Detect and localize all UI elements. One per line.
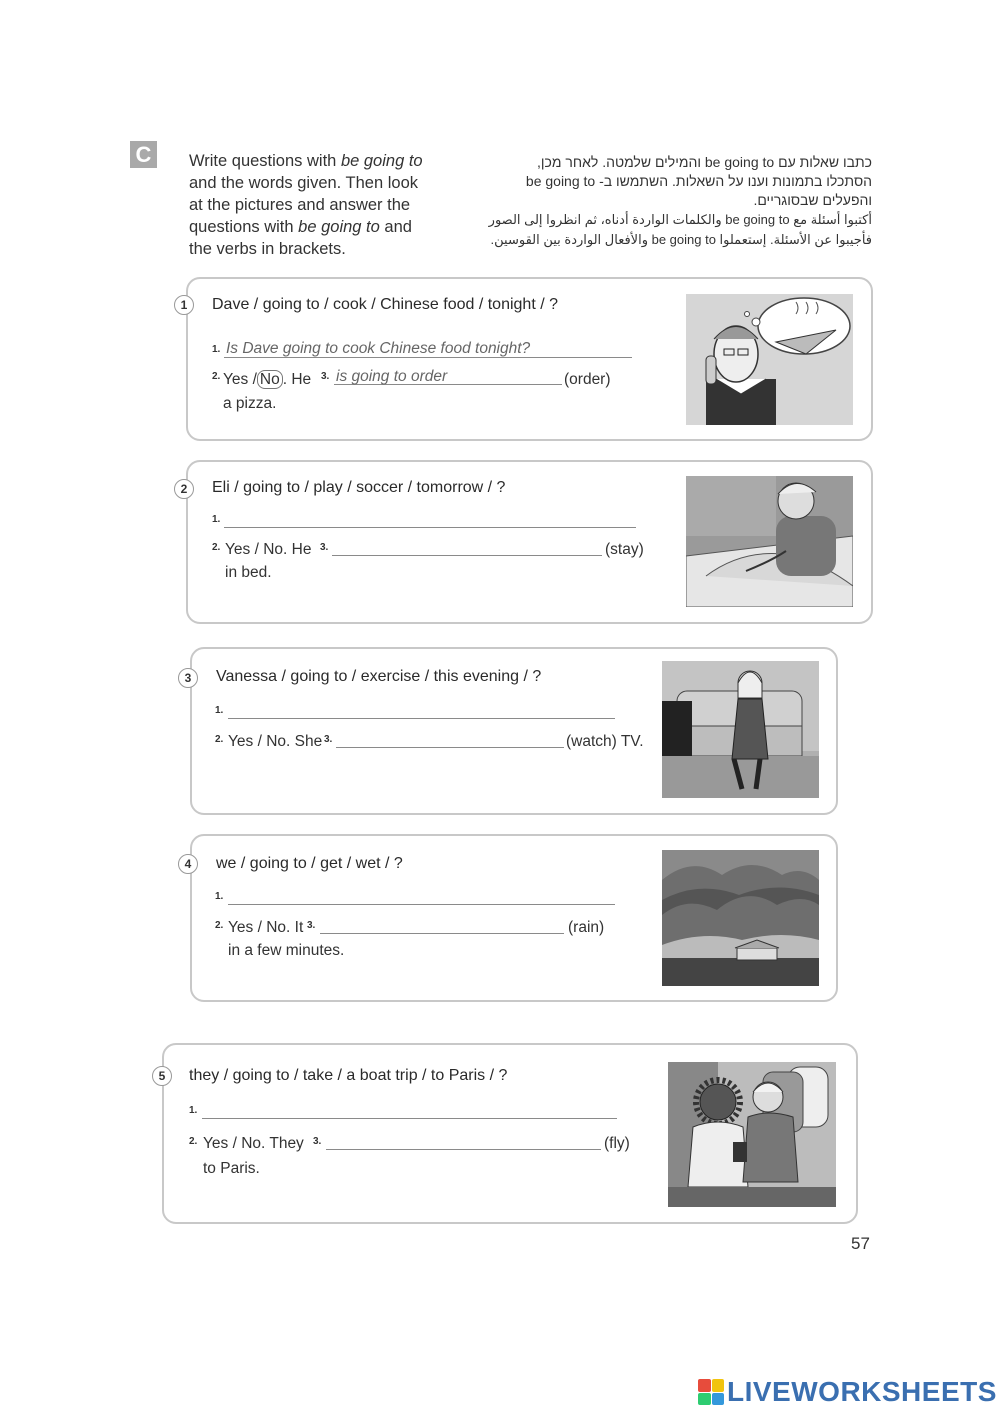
answer-line[interactable] [326,1149,601,1150]
answer-line[interactable] [336,747,564,748]
liveworksheets-logo: LIVEWORKSHEETS [698,1376,997,1408]
answer-label: 1. [215,705,224,716]
answer-label: 3. [313,1136,322,1147]
item-number: 2 [174,479,194,499]
picture-boy-in-bed [686,476,853,607]
section-letter: C [130,141,157,168]
item-number: 3 [178,668,198,688]
picture-storm-clouds [662,850,819,986]
answer-text: Is Dave going to cook Chinese food tonight? [226,340,531,357]
answer-label: 1. [212,344,221,355]
sentence-continuation: to Paris. [203,1160,260,1177]
instructions-hebrew: כתבו שאלות עם be going to והמילים שלמטה. לאחר מכן, הסתכלו בתמונות וענו על השאלות. השתמשו ב- be going to והפעלים שבסוגריים. [525,154,872,208]
picture-man-thinking-pizza [686,294,853,425]
answer-label: 1. [215,891,224,902]
answer-label: 3. [321,371,330,382]
sentence-continuation: in bed. [225,564,272,581]
answer-label: 3. [307,920,316,931]
answer-label: 2. [215,734,224,745]
answer-label: 2. [189,1136,198,1147]
instructions-arabic: أكتبوا أسئلة مع be going to والكلمات الواردة أدناه، ثم انظروا إلى الصور فأجيبوا عن الأسئلة. إستعملوا be going to والأفعال الواردة بين القوسين. [488,212,872,247]
yes-no-text: Yes / No. They [203,1135,304,1152]
answer-label: 1. [189,1105,198,1116]
answer-text: is going to order [336,368,448,385]
sentence-continuation: a pizza. [223,395,277,412]
yes-no-text: Yes / No. It [228,919,304,936]
answer-label: 2. [212,371,221,382]
question-prompt: Vanessa / going to / exercise / this evening / ? [216,668,542,685]
yes-no-text: Yes / No . He [223,371,312,388]
page-number: 57 [851,1234,870,1253]
answer-line[interactable] [228,904,615,905]
answer-line[interactable] [202,1118,617,1119]
answer-label: 3. [324,734,333,745]
answer-label: 3. [320,542,329,553]
sentence-continuation: in a few minutes. [228,942,345,959]
answer-line[interactable] [320,933,564,934]
item-number: 1 [174,295,194,315]
answer-line[interactable] [224,527,636,528]
verb-hint: (rain) [568,919,605,936]
answer-label: 1. [212,514,221,525]
verb-hint: (order) [564,371,611,388]
answer-line[interactable] [228,718,615,719]
question-prompt: we / going to / get / wet / ? [216,855,403,872]
answer-label: 2. [215,920,224,931]
circled-answer[interactable]: No [257,370,283,389]
verb-hint: (fly) [604,1135,630,1152]
item-number: 4 [178,854,198,874]
picture-women-on-plane [668,1062,836,1207]
answer-line[interactable] [332,555,602,556]
yes-no-text: Yes / No. He [225,541,312,558]
item-number: 5 [152,1066,172,1086]
verb-hint: (stay) [605,541,644,558]
question-prompt: Eli / going to / play / soccer / tomorrow / ? [212,479,506,496]
answer-label: 2. [212,542,221,553]
yes-no-text: Yes / No. She [228,733,323,750]
question-prompt: they / going to / take / a boat trip / to Paris / ? [189,1067,508,1084]
instructions-english: Write questions with be going to and the words given. Then look at the pictures and answer the questions with be going to and the verbs in brackets. [189,152,423,258]
picture-woman-on-sofa [662,661,819,798]
question-prompt: Dave / going to / cook / Chinese food / tonight / ? [212,296,558,313]
logo-icon [698,1379,724,1405]
verb-hint: (watch) TV. [566,733,644,750]
